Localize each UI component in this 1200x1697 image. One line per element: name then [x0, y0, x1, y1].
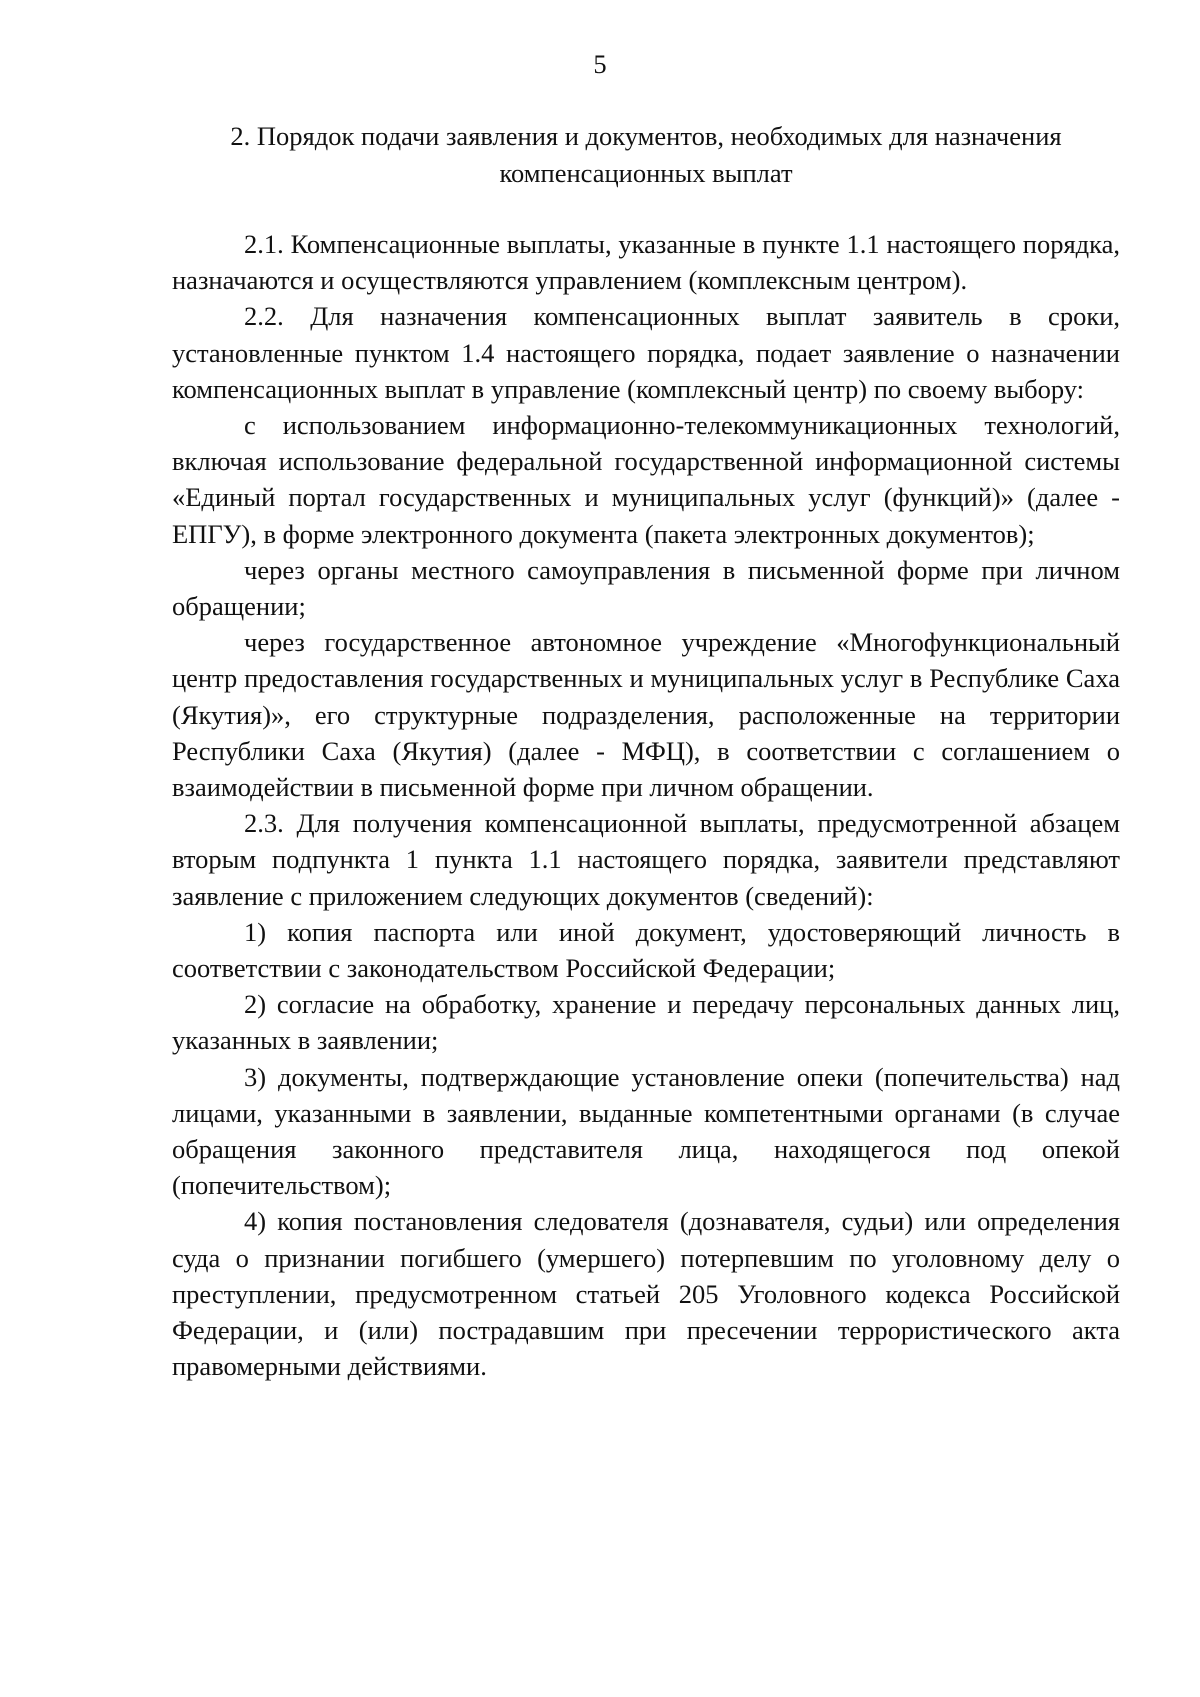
paragraph-option-local-government: через органы местного самоуправления в письменной форме при личном обращении; — [172, 554, 1120, 622]
section-heading — [172, 118, 1120, 192]
paragraph-option-mfc: через государственное автономное учреждение «Многофункциональный центр предоставления государственных и муниципальных услуг в Республике Саха (Якутия)», его структурные подразделения, расположенные на территории Республики Саха (Якутия) (далее - МФЦ), в соответствии с соглашением о взаимодействии в письменной форме при личном обращении. — [172, 627, 1120, 803]
list-item-1: 1) копия паспорта или иной документ, удостоверяющий личность в соответствии с законодательством Российской Федерации; — [172, 916, 1120, 984]
paragraph-2-1: 2.1. Компенсационные выплаты, указанные в пункте 1.1 настоящего порядка, назначаются и осуществляются управлением (комплексным центром). — [172, 229, 1120, 296]
document-body — [172, 226, 1120, 1385]
section-heading-line-1: 2. Порядок подачи заявления и документов, необходимых для назначения — [230, 121, 1062, 151]
list-item-2: 2) согласие на обработку, хранение и передачу персональных данных лиц, указанных в заявлении; — [172, 989, 1120, 1056]
paragraph-option-epgu: с использованием информационно-телекоммуникационных технологий, включая использование федеральной государственной информационной системы «Единый портал государственных и муниципальных услуг (функций)» (далее - ЕПГУ), в форме электронного документа (пакета электронных документов); — [172, 410, 1120, 549]
paragraph-2-3: 2.3. Для получения компенсационной выплаты, предусмотренной абзацем вторым подпункта 1 пункта 1.1 настоящего порядка, заявители представляют заявление с приложением следующих документов (сведений): — [172, 808, 1120, 911]
page-number: 5 — [593, 49, 607, 79]
list-item-3: 3) документы, подтверждающие установление опеки (попечительства) над лицами, указанными в заявлении, выданные компетентными органами (в случае обращения законного представителя лица, находящегося под опекой (попечительством); — [172, 1061, 1120, 1201]
section-heading-line-2: компенсационных выплат — [499, 158, 793, 188]
paragraph-2-2: 2.2. Для назначения компенсационных выплат заявитель в сроки, установленные пунктом 1.4 настоящего порядка, подает заявление о назначении компенсационных выплат в управление (комплексный центр) по своему выбору: — [172, 301, 1120, 404]
list-item-4: 4) копия постановления следователя (дознавателя, судьи) или определения суда о признании погибшего (умершего) потерпевшим по уголовному делу о преступлении, предусмотренном статьей 205 Уголовного кодекса Российской Федерации, и (или) пострадавшим при пресечении террористического акта правомерными действиями. — [172, 1206, 1120, 1382]
